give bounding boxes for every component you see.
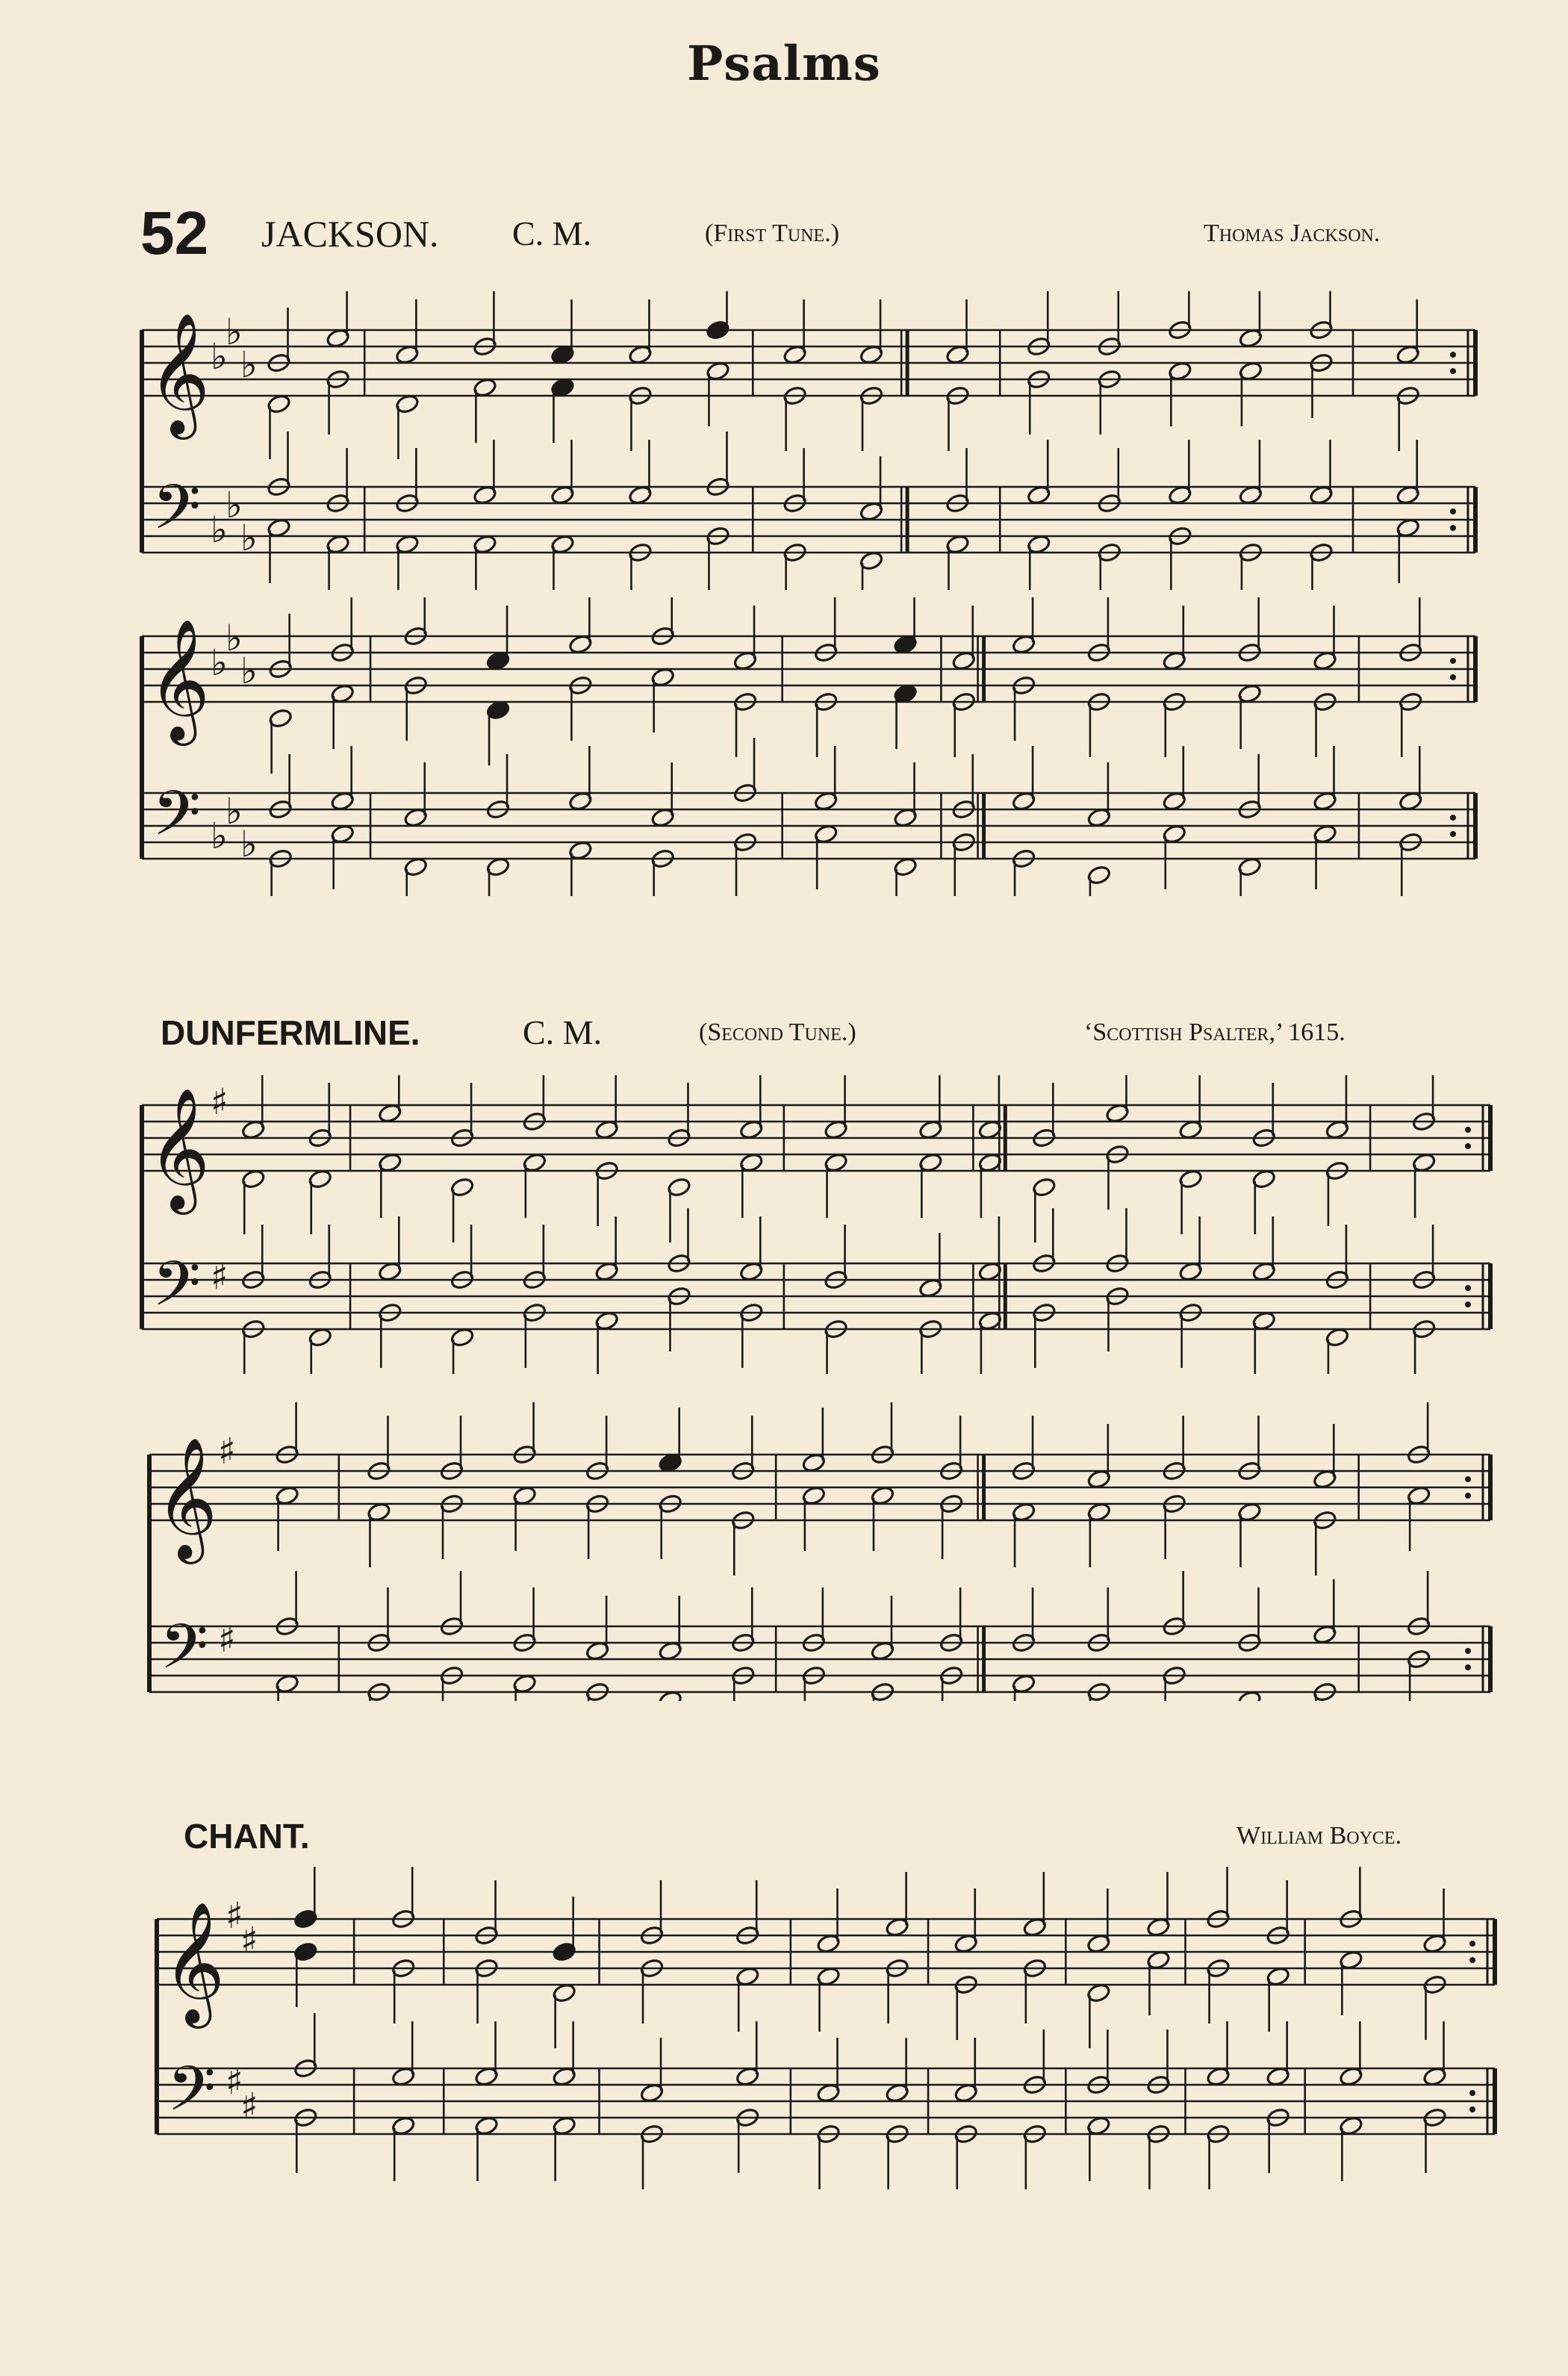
tune-meter: C. M. — [523, 1013, 603, 1051]
repeat-dots-icon — [1450, 815, 1456, 821]
tune-meter: C. M. — [512, 214, 592, 252]
repeat-dots-icon — [1450, 674, 1456, 680]
sharp-icon: ♯ — [218, 1619, 236, 1661]
flat-icon: ♭ — [225, 791, 243, 833]
tune-composer: ‘Scottish Psalter,’ 1615. — [1084, 1018, 1345, 1046]
music-system-dunfermline-2 — [0, 1402, 1568, 1701]
sharp-icon: ♯ — [225, 2061, 243, 2103]
repeat-dots-icon — [1465, 1127, 1471, 1133]
tune-name: DUNFERMLINE. — [161, 1013, 420, 1052]
repeat-dots-icon — [1450, 525, 1456, 531]
music-system-chant — [0, 1867, 1568, 2240]
repeat-dots-icon — [1465, 1285, 1471, 1291]
flat-icon: ♭ — [225, 618, 243, 659]
flat-icon: ♭ — [240, 517, 258, 559]
sharp-icon: ♯ — [240, 2086, 258, 2127]
tune-name: JACKSON. — [261, 213, 439, 255]
repeat-dots-icon — [1469, 2090, 1475, 2096]
flat-icon: ♭ — [240, 650, 258, 692]
repeat-dots-icon — [1450, 509, 1456, 514]
music-system-jackson-1 — [0, 291, 1568, 590]
tune-header-chant — [0, 1803, 1568, 1870]
flat-icon: ♭ — [211, 815, 228, 857]
repeat-dots-icon — [1469, 1941, 1475, 1947]
sharp-icon: ♯ — [211, 1081, 228, 1123]
repeat-dots-icon — [1450, 658, 1456, 664]
repeat-dots-icon — [1465, 1143, 1471, 1149]
repeat-dots-icon — [1450, 352, 1456, 358]
repeat-dots-icon — [1450, 368, 1456, 374]
tune-header-jackson — [0, 200, 1568, 267]
music-system-jackson-2 — [0, 597, 1568, 896]
repeat-dots-icon — [1450, 831, 1456, 837]
tune-composer: Thomas Jackson. — [1204, 220, 1381, 247]
tune-number: 52 — [140, 199, 209, 267]
flat-icon: ♭ — [225, 311, 243, 353]
repeat-dots-icon — [1465, 1648, 1471, 1654]
treble-clef-icon: 𝄞 — [155, 1437, 218, 1559]
repeat-dots-icon — [1465, 1476, 1471, 1482]
tune-name: CHANT. — [184, 1817, 310, 1856]
repeat-dots-icon — [1469, 2106, 1475, 2112]
bass-clef-icon: 𝄢 — [160, 1610, 209, 1698]
bass-clef-icon: 𝄢 — [152, 777, 202, 865]
treble-clef-icon: 𝄞 — [148, 312, 211, 435]
music-system-dunfermline-1 — [0, 1075, 1568, 1374]
bass-clef-icon: 𝄢 — [152, 470, 202, 559]
sharp-icon: ♯ — [218, 1431, 236, 1472]
flat-icon: ♭ — [225, 485, 243, 526]
repeat-dots-icon — [1469, 1957, 1475, 1963]
tune-note: (First Tune.) — [705, 220, 840, 247]
tune-note: (Second Tune.) — [699, 1018, 856, 1046]
tune-composer: William Boyce. — [1236, 1822, 1402, 1850]
repeat-dots-icon — [1465, 1301, 1471, 1307]
sharp-icon: ♯ — [225, 1895, 243, 1937]
tune-header-dunfermline — [0, 999, 1568, 1066]
bass-clef-icon: 𝄢 — [152, 1247, 202, 1335]
flat-icon: ♭ — [211, 642, 228, 684]
repeat-dots-icon — [1465, 1664, 1471, 1670]
flat-icon: ♭ — [211, 336, 228, 378]
repeat-dots-icon — [1465, 1493, 1471, 1499]
flat-icon: ♭ — [240, 824, 258, 865]
page-title: Psalms — [687, 36, 881, 92]
treble-clef-icon: 𝄞 — [163, 1901, 225, 2024]
sharp-icon: ♯ — [211, 1256, 228, 1298]
flat-icon: ♭ — [211, 509, 228, 551]
bass-clef-icon: 𝄢 — [167, 2052, 217, 2140]
sharp-icon: ♯ — [240, 1920, 258, 1962]
flat-icon: ♭ — [240, 344, 258, 386]
treble-clef-icon: 𝄞 — [148, 1087, 211, 1210]
treble-clef-icon: 𝄞 — [148, 618, 211, 741]
